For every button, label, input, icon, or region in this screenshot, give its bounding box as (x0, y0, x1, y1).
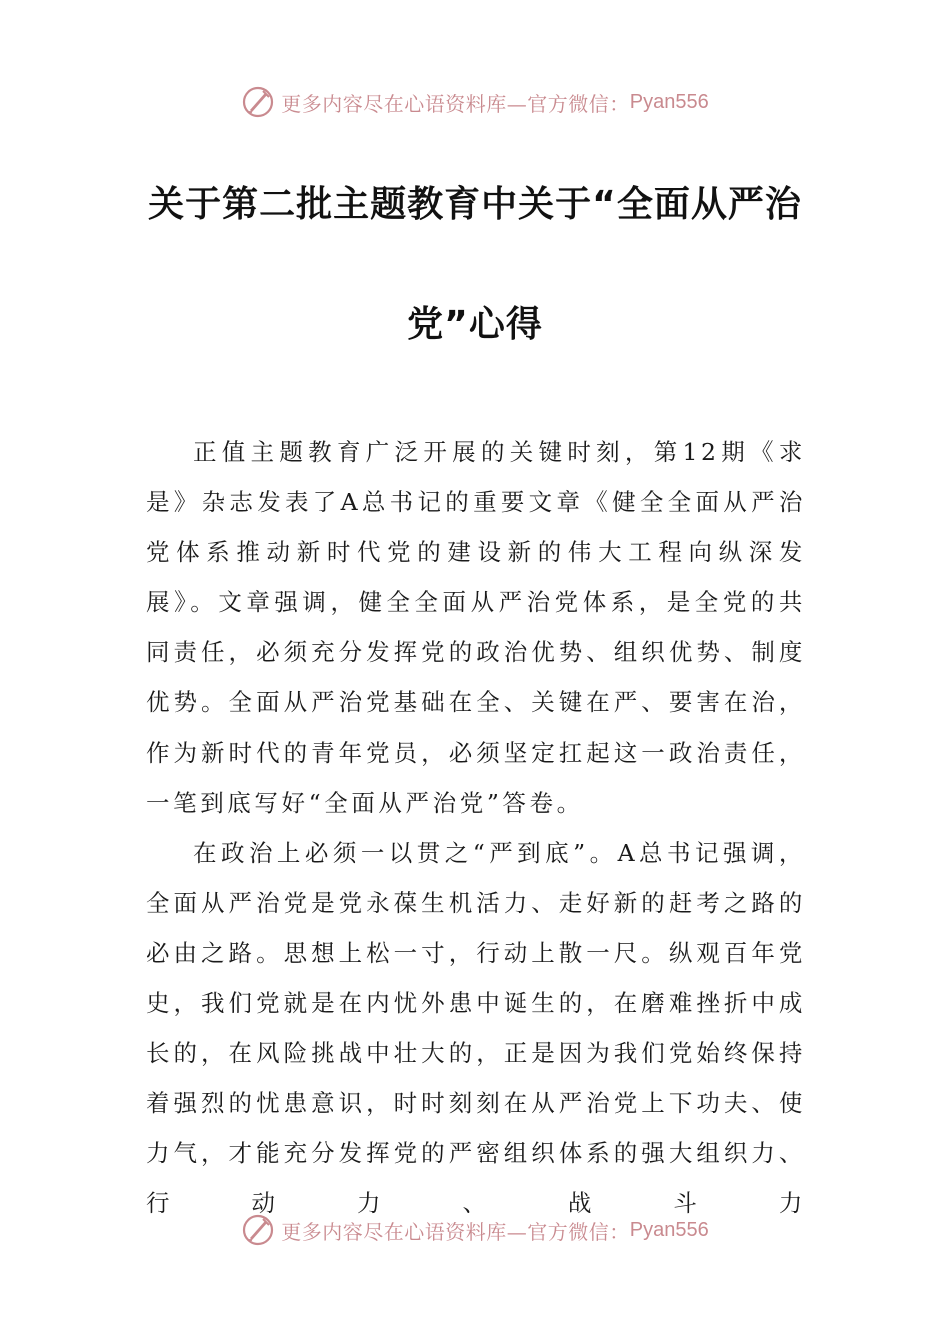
document-body (146, 427, 806, 1229)
watermark-account: Pyan556 (629, 90, 709, 113)
footer-watermark (0, 1210, 950, 1250)
header-watermark (0, 82, 950, 122)
watermark-text: 更多内容尽在心语资料库—官方微信： (281, 1219, 630, 1244)
watermark-account: Pyan556 (629, 1218, 709, 1241)
paragraph-1: 正值主题教育广泛开展的关键时刻，第12期《求是》杂志发表了A总书记的重要文章《健全全面从严治党体系推动新时代党的建设新的伟大工程向纵深发展》。文章强调，健全全面从严治党体系，是全党的共同责任，必须充分发挥党的政治优势、组织优势、制度优势。全面从严治党基础在全、关键在严、要害在治，作为新时代的青年党员，必须坚定扛起这一政治责任，一笔到底写好“全面从严治党”答卷。 (146, 438, 806, 817)
document-title-line-1: 关于第二批主题教育中关于“全面从严治 (148, 184, 802, 225)
document-title-line-2: 党”心得 (407, 304, 543, 345)
quill-logo-icon (241, 1213, 275, 1247)
quill-logo-icon (241, 85, 275, 119)
watermark-text: 更多内容尽在心语资料库—官方微信： (281, 91, 630, 116)
paragraph-2: 在政治上必须一以贯之“严到底”。A总书记强调，全面从严治党是党永葆生机活力、走好新的赶考之路的必由之路。思想上松一寸，行动上散一尺。纵观百年党史，我们党就是在内忧外患中诞生的，在磨难挫折中成长的，在风险挑战中壮大的，正是因为我们党始终保持着强烈的忧患意识，时时刻刻在从严治党上下功夫、使力气，才能充分发挥党的严密组织体系的强大组织力、行动力、战斗力 (146, 838, 806, 1218)
